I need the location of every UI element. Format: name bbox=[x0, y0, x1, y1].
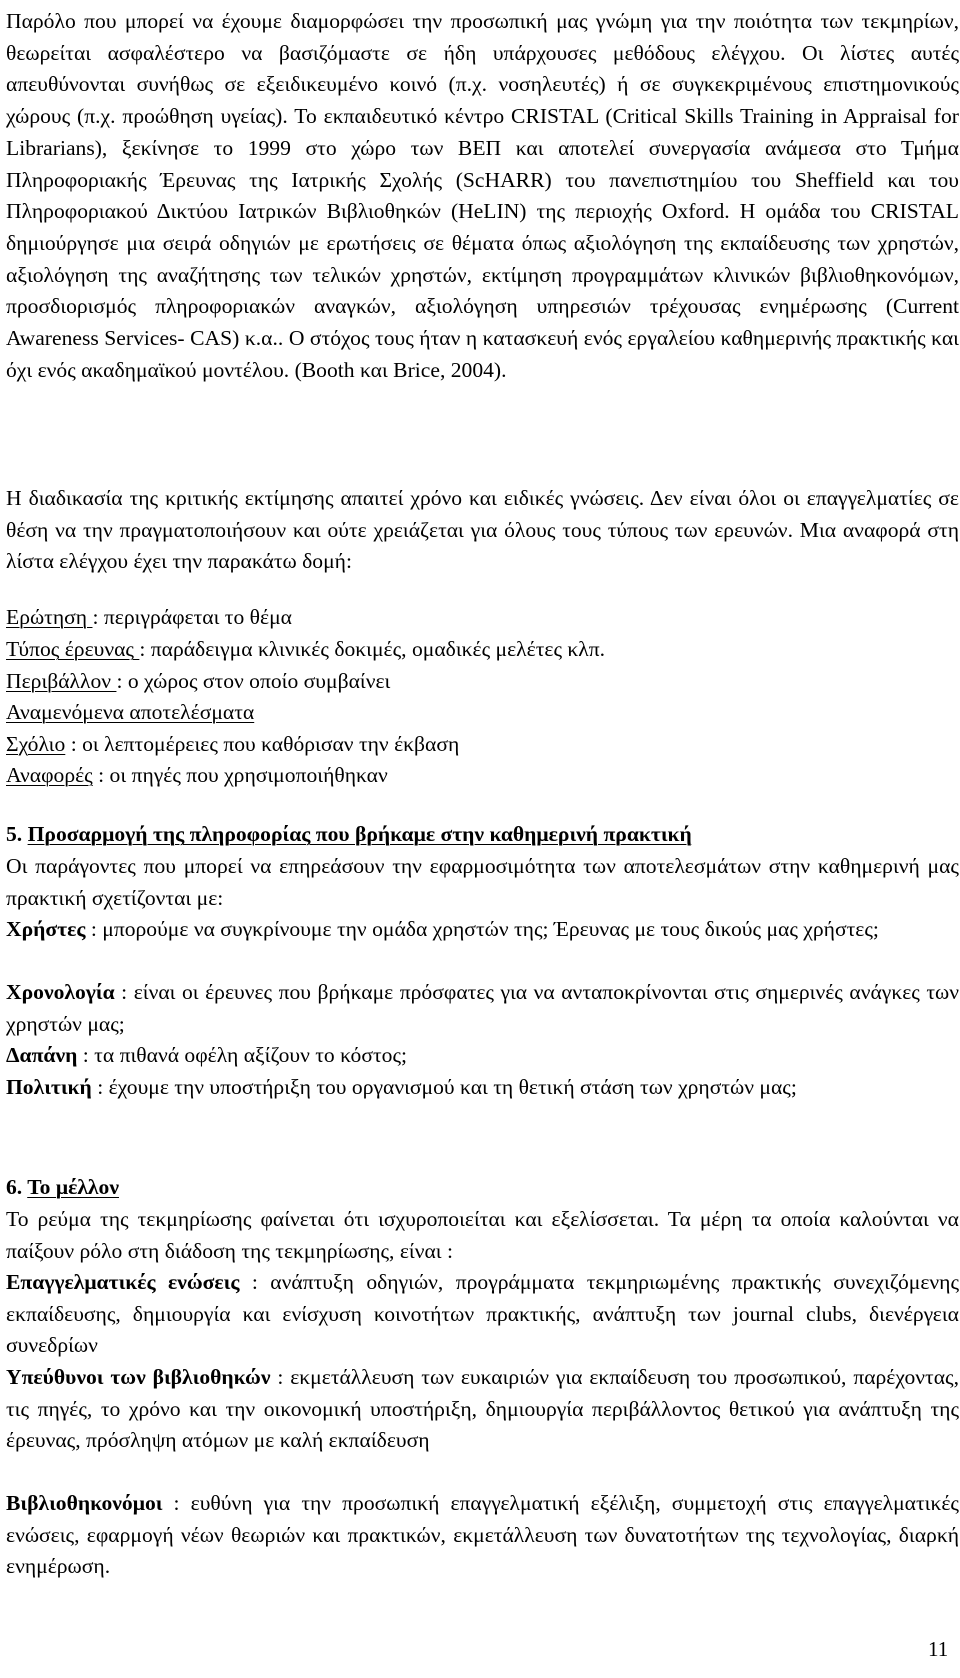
actor-desc: : ευθύνη για την προσωπική επαγγελματική εξέλιξη, συμμετοχή στις επαγγελματικές ενώσεις, εφαρμογή νέων θεωριών και πρακτικών, εκμετάλλευση των δυνατοτήτων της τεχνολογίας, διαρκή ενημέρωση. bbox=[6, 1491, 959, 1579]
factor-term: Πολιτική bbox=[6, 1075, 92, 1099]
actor-term: Επαγγελματικές ενώσεις bbox=[6, 1270, 240, 1294]
actor-desc: : εκμετάλλευση των ευκαιριών για εκπαίδευση του προσωπικού, παρέχοντας, τις πηγές, το χρόνο και την οικονομική υποστήριξη, δημιουργία περιβάλλοντος θετικού για ανάπτυξη της έρευνας, πρόσληψη ατόμων με καλή εκπαίδευση bbox=[6, 1365, 959, 1453]
structure-term: Αναμενόμενα αποτελέσματα bbox=[6, 700, 255, 724]
paragraph-cristal: Το εκπαιδευτικό κέντρο CRISTAL (Critical Skills Training in Appraisal for Librarians), ξεκίνησε το 1999 στο χώρο των ΒΕΠ και αποτελεί συνεργασία ανάμεσα στο Τμήμα Πληροφοριακής Έρευνας της Ιατρικής Σχολής (ScHARR) του πανεπιστημίου του Sheffield και του Πληροφοριακού Δικτύου Ιατρικών Βιβλιοθηκών (HeLIN) της περιοχής Oxford. Η ομάδα του CRISTAL δημιούργησε μια σειρά οδηγιών με ερωτήσεις σε θέματα όπως αξιολόγηση της εκπαίδευσης των χρηστών, αξιολόγηση της αναζήτησης των τελικών χρηστών, εκτίμηση προγραμμάτων κλινικών βιβλιοθηκονόμων, προσδιορισμός πληροφοριακών αναγκών, αξιολόγηση υπηρεσιών τρέχουσας ενημέρωσης (Current Awareness Services- CAS) κ.α.. bbox=[6, 104, 959, 351]
structure-item-references bbox=[6, 760, 388, 792]
factor-term: Δαπάνη bbox=[6, 1043, 78, 1067]
structure-item-comment bbox=[6, 729, 459, 761]
factor-chronology bbox=[6, 977, 959, 1040]
factor-desc: : μπορούμε να συγκρίνουμε την ομάδα χρηστών της; Έρευνας με τους δικούς μας χρήστες; bbox=[85, 917, 879, 941]
actor-term: Βιβλιοθηκονόμοι bbox=[6, 1491, 163, 1515]
actor-librarians bbox=[6, 1488, 959, 1583]
section-5-title: Προσαρμογή της πληροφορίας που βρήκαμε στην καθημερινή πρακτική bbox=[27, 822, 692, 846]
structure-desc: : ο χώρος στον οποίο συμβαίνει bbox=[116, 669, 391, 693]
structure-item-setting bbox=[6, 666, 390, 698]
structure-item-question bbox=[6, 602, 292, 634]
structure-term: Αναφορές bbox=[6, 763, 93, 787]
structure-term: Σχόλιο bbox=[6, 732, 66, 756]
factor-desc: : είναι οι έρευνες που βρήκαμε πρόσφατες για να ανταποκρίνονται στις σημερινές ανάγκες των χρηστών μας; bbox=[6, 980, 959, 1036]
section-5-heading bbox=[6, 819, 692, 851]
section-6-title: Το μέλλον bbox=[27, 1175, 119, 1199]
structure-desc: : περιγράφεται το θέμα bbox=[92, 605, 292, 629]
actor-desc: : ανάπτυξη οδηγιών, προγράμματα τεκμηριωμένης πρακτικής συνεχιζόμενης εκπαίδευσης, δημιουργία και ενίσχυση κοινοτήτων πρακτικής, ανάπτυξη των journal clubs, διενέργεια συνεδρίων bbox=[6, 1270, 959, 1358]
actor-professional-associations bbox=[6, 1267, 959, 1362]
factor-users bbox=[6, 914, 959, 946]
structure-term: Ερώτηση bbox=[6, 605, 93, 629]
section-6-heading bbox=[6, 1172, 119, 1204]
section-5-number: 5. bbox=[6, 822, 28, 846]
factor-cost bbox=[6, 1040, 959, 1072]
factor-desc: : τα πιθανά οφέλη αξίζουν το κόστος; bbox=[77, 1043, 408, 1067]
paragraph-checklists bbox=[6, 6, 959, 386]
page-number: 11 bbox=[928, 1637, 949, 1661]
paragraph-checklists-intro: Παρόλο που μπορεί να έχουμε διαμορφώσει την προσωπική μας γνώμη για την ποιότητα των τεκμηρίων, θεωρείται ασφαλέστερο να βασιζόμαστε σε ήδη υπάρχουσες μεθόδους ελέγχου. Οι λίστες αυτές απευθύνονται συνήθως σε εξειδικευμένο κοινό (π.χ. νοσηλευτές) ή σε συγκεκριμένους επιστημονικούς χώρους (π.χ. προώθηση υγείας). bbox=[6, 9, 959, 129]
factor-term: Χρονολογία bbox=[6, 980, 115, 1004]
structure-desc: : οι πηγές που χρησιμοποιήθηκαν bbox=[92, 763, 388, 787]
structure-desc: : οι λεπτομέρειες που καθόρισαν την έκβαση bbox=[65, 732, 460, 756]
paragraph-appraisal: Η διαδικασία της κριτικής εκτίμησης απαιτεί χρόνο και ειδικές γνώσεις. Δεν είναι όλοι οι επαγγελματίες σε θέση να την πραγματοποιήσουν και ούτε χρειάζεται για όλους τους τύπους των ερευνών. Μια αναφορά στη λίστα ελέγχου έχει την παρακάτω δομή: bbox=[6, 486, 959, 574]
structure-item-outcomes bbox=[6, 697, 254, 729]
factor-term: Χρήστες bbox=[6, 917, 86, 941]
factor-policy bbox=[6, 1072, 959, 1104]
section-6-intro: Το ρεύμα της τεκμηρίωσης φαίνεται ότι ισχυροποιείται και εξελίσσεται. Τα μέρη τα οποία καλούνται να παίξουν ρόλο στη διάδοση της τεκμηρίωσης, είναι : bbox=[6, 1207, 959, 1263]
paragraph-cristal-goal: Ο στόχος τους ήταν η κατασκευή ενός εργαλείου καθημερινής πρακτικής και όχι ενός ακαδημαϊκού μοντέλου. (Booth και Brice, 2004). bbox=[6, 326, 959, 382]
section-6-number: 6. bbox=[6, 1175, 28, 1199]
factor-desc: : έχουμε την υποστήριξη του οργανισμού και τη θετική στάση των χρηστών μας; bbox=[91, 1075, 797, 1099]
structure-item-study-type bbox=[6, 634, 605, 666]
structure-desc: : παράδειγμα κλινικές δοκιμές, ομαδικές μελέτες κλπ. bbox=[139, 637, 606, 661]
section-5-intro: Οι παράγοντες που μπορεί να επηρεάσουν την εφαρμοσιμότητα των αποτελεσμάτων στην καθημερινή μας πρακτική σχετίζονται με: bbox=[6, 854, 959, 910]
actor-library-managers bbox=[6, 1362, 959, 1457]
actor-term: Υπεύθυνοι των βιβλιοθηκών bbox=[6, 1365, 271, 1389]
structure-term: Περιβάλλον bbox=[6, 669, 117, 693]
structure-term: Τύπος έρευνας bbox=[6, 637, 140, 661]
